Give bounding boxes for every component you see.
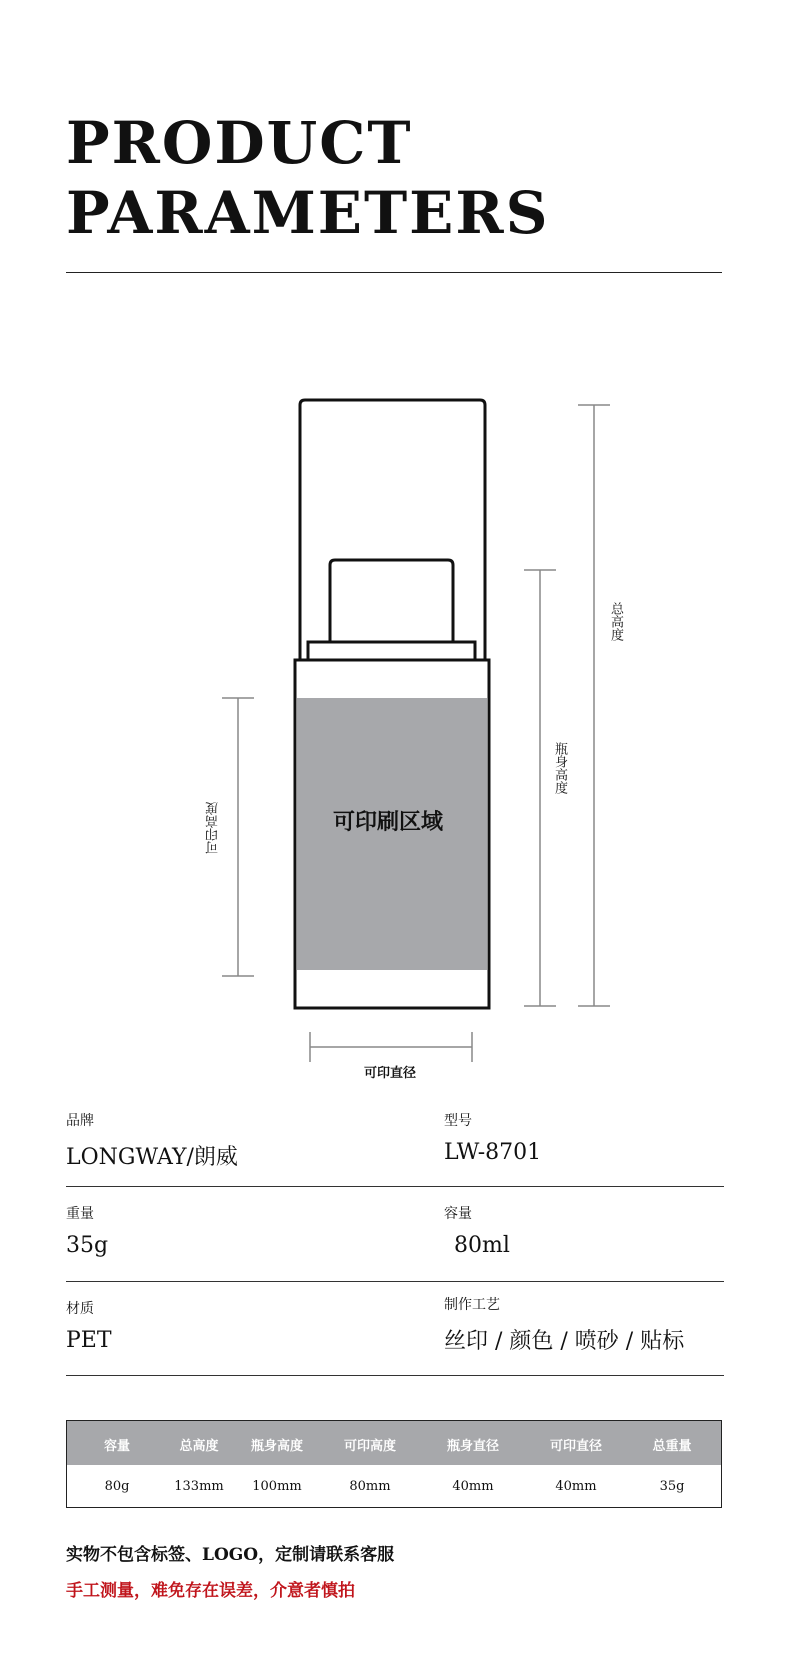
material-label: 材质: [66, 1301, 94, 1317]
spec-value-cell: 40mm: [452, 1479, 494, 1494]
spec-value-cell: 35g: [659, 1479, 685, 1494]
bottle-drawing: [0, 390, 790, 1090]
body-height-label: 瓶身高度: [552, 742, 567, 794]
capacity-label: 容量: [444, 1206, 472, 1222]
process-value: 丝印 / 颜色 / 喷砂 / 贴标: [444, 1329, 685, 1354]
spec-value-cell: 100mm: [252, 1479, 302, 1494]
collar: [308, 642, 475, 660]
print-area-label: 可印刷区域: [333, 809, 444, 835]
brand-label: 品牌: [66, 1113, 94, 1129]
total-height-dimension: [578, 405, 610, 1006]
spec-header-cell: 总重量: [652, 1439, 692, 1454]
print-height-dimension: [222, 698, 254, 976]
bottle-diagram: [0, 390, 790, 1090]
title-line-1: PRODUCT: [66, 109, 413, 177]
note-line-2: 手工测量，难免存在误差，介意者慎拍: [66, 1581, 355, 1601]
pump-head: [330, 560, 453, 642]
print-diameter-dimension: [310, 1032, 472, 1062]
outer-cap: [300, 400, 485, 660]
param-divider-2: [66, 1281, 724, 1282]
model-label: 型号: [444, 1113, 472, 1129]
total-height-label: 总高度: [608, 602, 623, 641]
param-divider-1: [66, 1186, 724, 1187]
param-divider-3: [66, 1375, 724, 1376]
page-title: [66, 108, 549, 248]
spec-header-cell: 可印直径: [549, 1439, 602, 1454]
weight-value: 35g: [66, 1233, 109, 1258]
model-value: LW-8701: [444, 1140, 542, 1165]
print-diameter-label: 可印直径: [364, 1066, 417, 1081]
spec-value-cell: 133mm: [174, 1479, 224, 1494]
title-divider: [66, 272, 722, 273]
material-value: PET: [66, 1328, 112, 1353]
print-height-label: 可印高度: [206, 802, 221, 854]
weight-label: 重量: [66, 1206, 94, 1222]
spec-header-cell: 容量: [103, 1439, 130, 1454]
title-line-2: PARAMETERS: [66, 179, 550, 247]
spec-header-cell: 可印高度: [343, 1439, 396, 1454]
spec-value-cell: 80mm: [349, 1479, 391, 1494]
spec-header-cell: 瓶身直径: [446, 1439, 499, 1454]
spec-table: [66, 1420, 722, 1508]
spec-value-cell: 80g: [104, 1479, 130, 1494]
brand-value: LONGWAY/朗威: [66, 1145, 238, 1170]
spec-header-cell: 总高度: [179, 1439, 219, 1454]
process-label: 制作工艺: [444, 1297, 500, 1313]
spec-value-cell: 40mm: [555, 1479, 597, 1494]
spec-header-cell: 瓶身高度: [250, 1439, 303, 1454]
note-line-1: 实物不包含标签、LOGO，定制请联系客服: [66, 1545, 395, 1565]
capacity-value: 80ml: [454, 1233, 510, 1258]
